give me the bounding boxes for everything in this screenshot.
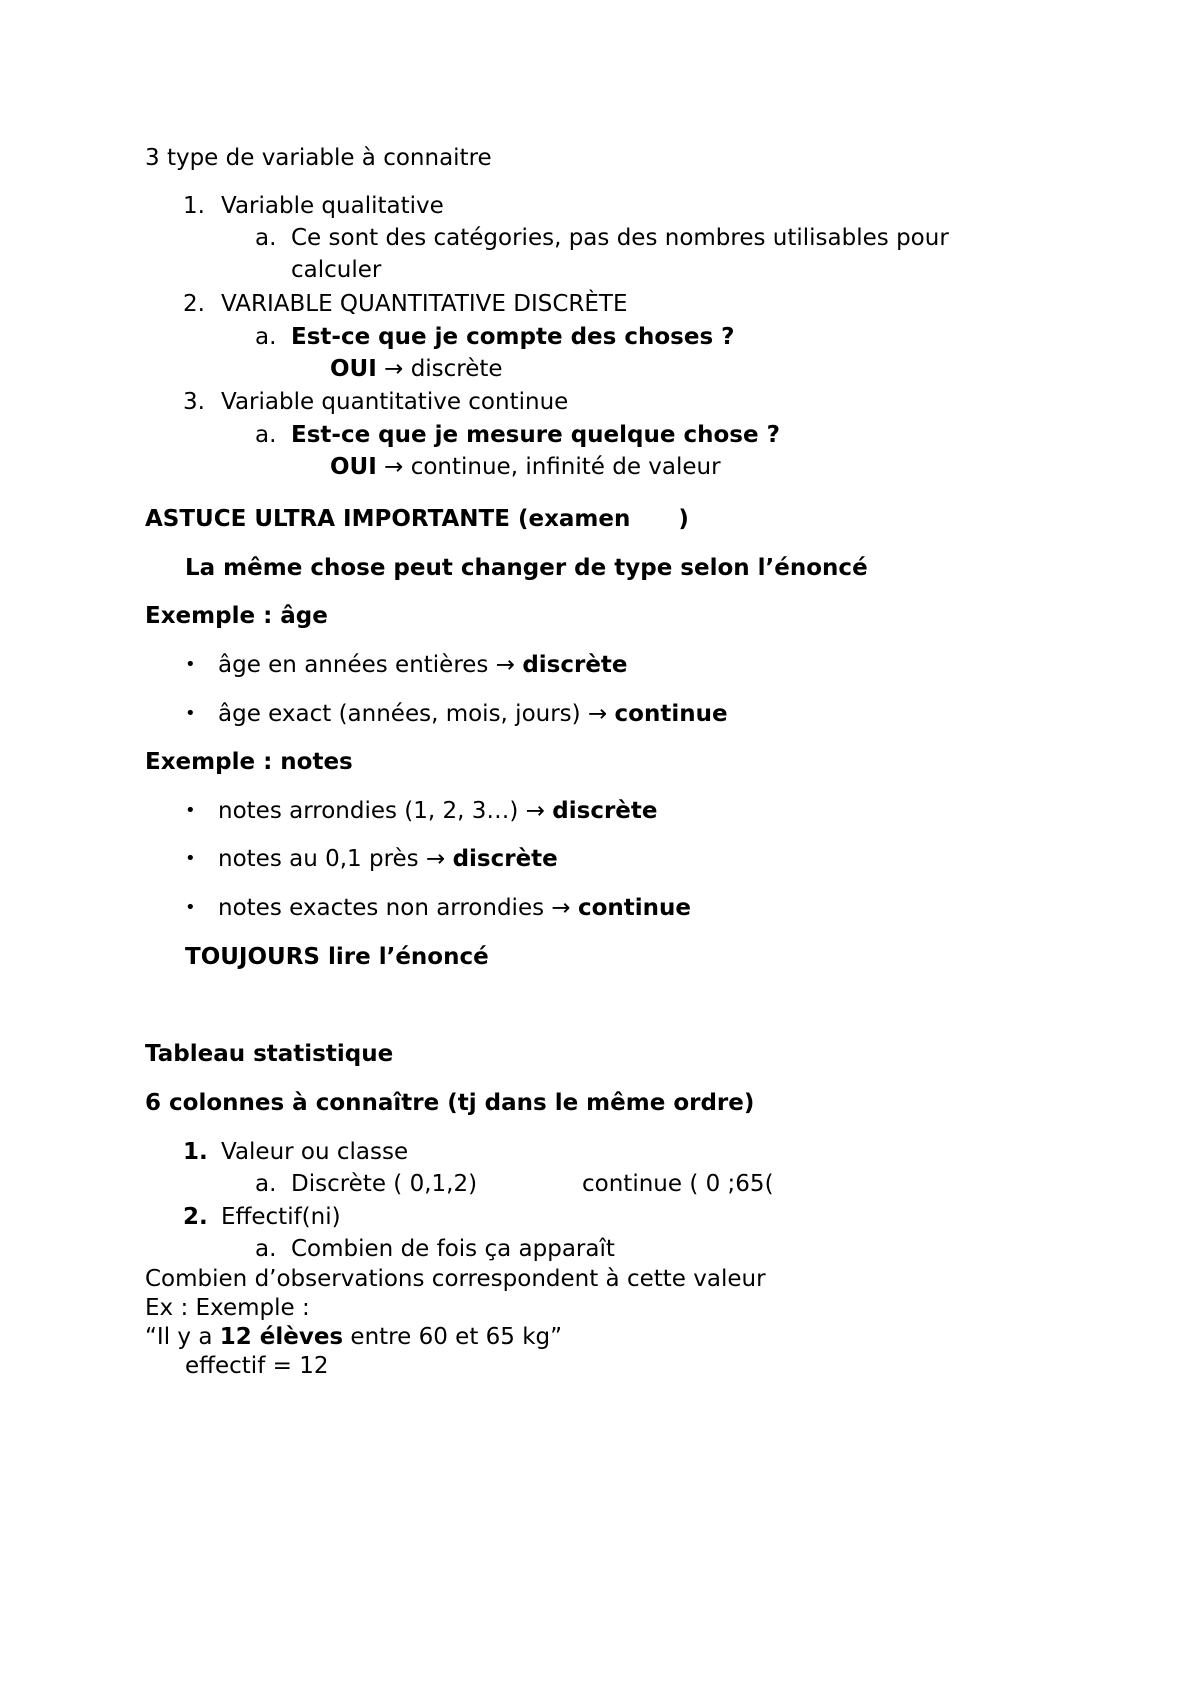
bullet-icon: • <box>185 897 196 918</box>
column-title: Valeur ou classe <box>221 1139 409 1165</box>
type-number: 2. <box>183 291 205 317</box>
sub-letter: a. <box>255 1171 277 1197</box>
bullet-bold: discrète <box>522 652 628 678</box>
type-title: Variable qualitative <box>221 193 444 219</box>
answer-yes: OUI <box>330 356 377 382</box>
example-age-heading: Exemple : âge <box>145 603 328 629</box>
type-1-sub-continued: calculer <box>291 257 382 283</box>
type-2-question <box>255 321 734 353</box>
column-2-sub <box>255 1233 615 1265</box>
intro-line: 3 type de variable à connaitre <box>145 145 492 171</box>
quote-bold: 12 élèves <box>219 1324 344 1350</box>
sub-text: Combien de fois ça apparaît <box>291 1236 615 1262</box>
toujours-line: TOUJOURS lire l’énoncé <box>185 944 489 970</box>
bullet-text: notes arrondies (1, 2, 3…) → <box>218 798 545 824</box>
bullet-item <box>185 795 658 827</box>
column-1-sub-right: continue ( 0 ;65( <box>582 1171 774 1197</box>
bullet-icon: • <box>185 800 196 821</box>
sub-text: Ce sont des catégories, pas des nombres utilisables pour <box>291 225 949 251</box>
type-number: 3. <box>183 389 205 415</box>
answer-text: → continue, infinité de valeur <box>384 454 721 480</box>
bullet-icon: • <box>185 654 196 675</box>
sub-letter: a. <box>255 324 277 350</box>
answer-yes: OUI <box>330 454 377 480</box>
bullet-bold: discrète <box>452 846 558 872</box>
quote-suffix: entre 60 et 65 kg” <box>343 1324 563 1350</box>
type-item-3 <box>183 386 568 418</box>
bullet-text: âge exact (années, mois, jours) → <box>218 701 608 727</box>
type-title: Variable quantitative continue <box>221 389 569 415</box>
column-1-sub <box>255 1168 477 1200</box>
type-1-sub <box>255 222 949 254</box>
type-title: VARIABLE QUANTITATIVE DISCRÈTE <box>221 291 628 317</box>
column-number: 1. <box>183 1139 208 1165</box>
type-3-answer <box>330 451 721 483</box>
sub-letter: a. <box>255 422 277 448</box>
bullet-item <box>185 649 628 681</box>
astuce-heading: ASTUCE ULTRA IMPORTANTE (examen ) <box>145 506 689 532</box>
observations-line: Combien d’observations correspondent à cette valeur <box>145 1266 766 1292</box>
bullet-bold: discrète <box>552 798 658 824</box>
sub-letter: a. <box>255 1236 277 1262</box>
quote-prefix: “Il y a <box>145 1324 220 1350</box>
type-item-1 <box>183 190 444 222</box>
column-item-1 <box>183 1136 408 1168</box>
bullet-item <box>185 698 728 730</box>
sub-letter: a. <box>255 225 277 251</box>
bullet-icon: • <box>185 848 196 869</box>
type-3-question <box>255 419 780 451</box>
type-item-2 <box>183 288 628 320</box>
column-number: 2. <box>183 1204 208 1230</box>
bullet-text: notes au 0,1 près → <box>218 846 446 872</box>
bullet-item <box>185 892 691 924</box>
type-number: 1. <box>183 193 205 219</box>
bullet-text: âge en années entières → <box>218 652 515 678</box>
bullet-icon: • <box>185 703 196 724</box>
astuce-subheading: La même chose peut changer de type selon l’énoncé <box>185 555 868 581</box>
question-text: Est-ce que je compte des choses ? <box>291 324 735 350</box>
sub-left: Discrète ( 0,1,2) <box>291 1171 478 1197</box>
bullet-bold: continue <box>614 701 728 727</box>
bullet-item <box>185 843 558 875</box>
answer-text: → discrète <box>384 356 503 382</box>
quote-line <box>145 1321 562 1353</box>
column-item-2 <box>183 1201 341 1233</box>
type-2-answer <box>330 353 503 385</box>
bullet-bold: continue <box>577 895 692 921</box>
tableau-heading: Tableau statistique <box>145 1041 394 1067</box>
example-notes-heading: Exemple : notes <box>145 749 353 775</box>
ex-line: Ex : Exemple : <box>145 1295 310 1321</box>
bullet-text: notes exactes non arrondies → <box>218 895 571 921</box>
question-text: Est-ce que je mesure quelque chose ? <box>291 422 780 448</box>
effectif-line: effectif = 12 <box>185 1353 329 1379</box>
colonnes-heading: 6 colonnes à connaître (tj dans le même ordre) <box>145 1090 755 1116</box>
column-title: Effectif(ni) <box>221 1204 341 1230</box>
